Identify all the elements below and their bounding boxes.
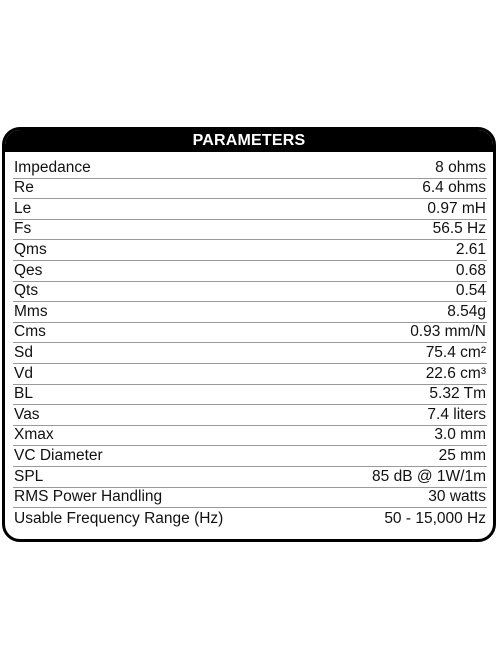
table-row xyxy=(13,302,487,323)
table-row xyxy=(13,343,487,364)
table-row xyxy=(13,488,487,509)
param-label: Re xyxy=(14,179,34,197)
param-label: Sd xyxy=(14,343,33,361)
table-row xyxy=(13,446,487,467)
table-row xyxy=(13,240,487,261)
param-label: Usable Frequency Range (Hz) xyxy=(14,509,224,527)
param-label: Vas xyxy=(14,405,40,423)
param-value: 0.68 xyxy=(455,261,486,279)
parameters-table xyxy=(2,127,496,542)
param-value: 0.93 mm/N xyxy=(410,323,486,341)
param-label: Qes xyxy=(14,261,43,279)
param-label: Qts xyxy=(14,282,39,300)
table-row xyxy=(13,261,487,282)
param-value: 56.5 Hz xyxy=(432,220,486,238)
param-value: 5.32 Tm xyxy=(429,385,486,403)
param-value: 30 watts xyxy=(428,488,486,506)
table-row xyxy=(13,467,487,488)
param-value: 0.97 mH xyxy=(427,199,486,217)
param-label: Cms xyxy=(14,323,46,341)
parameters-title: PARAMETERS xyxy=(5,130,493,152)
param-label: Fs xyxy=(14,220,32,238)
table-row xyxy=(13,158,487,179)
table-row xyxy=(13,508,487,529)
param-value: 75.4 cm² xyxy=(425,343,486,361)
param-label: Impedance xyxy=(14,158,91,176)
param-label: Mms xyxy=(14,302,48,320)
param-label: BL xyxy=(14,385,33,403)
param-label: Le xyxy=(14,199,32,217)
table-row xyxy=(13,364,487,385)
param-label: Xmax xyxy=(14,426,54,444)
param-label: RMS Power Handling xyxy=(14,488,163,506)
param-value: 6.4 ohms xyxy=(422,179,486,197)
param-value: 2.61 xyxy=(455,240,486,258)
table-row xyxy=(13,426,487,447)
param-value: 8.54g xyxy=(447,302,486,320)
table-row xyxy=(13,405,487,426)
param-value: 0.54 xyxy=(455,282,486,300)
param-value: 3.0 mm xyxy=(434,426,486,444)
table-row xyxy=(13,179,487,200)
param-value: 25 mm xyxy=(438,446,486,464)
param-label: Vd xyxy=(14,364,33,382)
table-row xyxy=(13,385,487,406)
param-value: 7.4 liters xyxy=(427,405,486,423)
param-value: 85 dB @ 1W/1m xyxy=(372,467,486,485)
param-label: SPL xyxy=(14,467,44,485)
param-label: Qms xyxy=(14,240,47,258)
param-value: 50 - 15,000 Hz xyxy=(384,509,486,527)
table-row xyxy=(13,220,487,241)
param-value: 22.6 cm³ xyxy=(425,364,486,382)
table-row xyxy=(13,199,487,220)
parameters-rows xyxy=(5,152,493,529)
param-value: 8 ohms xyxy=(435,158,486,176)
table-row xyxy=(13,282,487,303)
param-label: VC Diameter xyxy=(14,446,103,464)
table-row xyxy=(13,323,487,344)
